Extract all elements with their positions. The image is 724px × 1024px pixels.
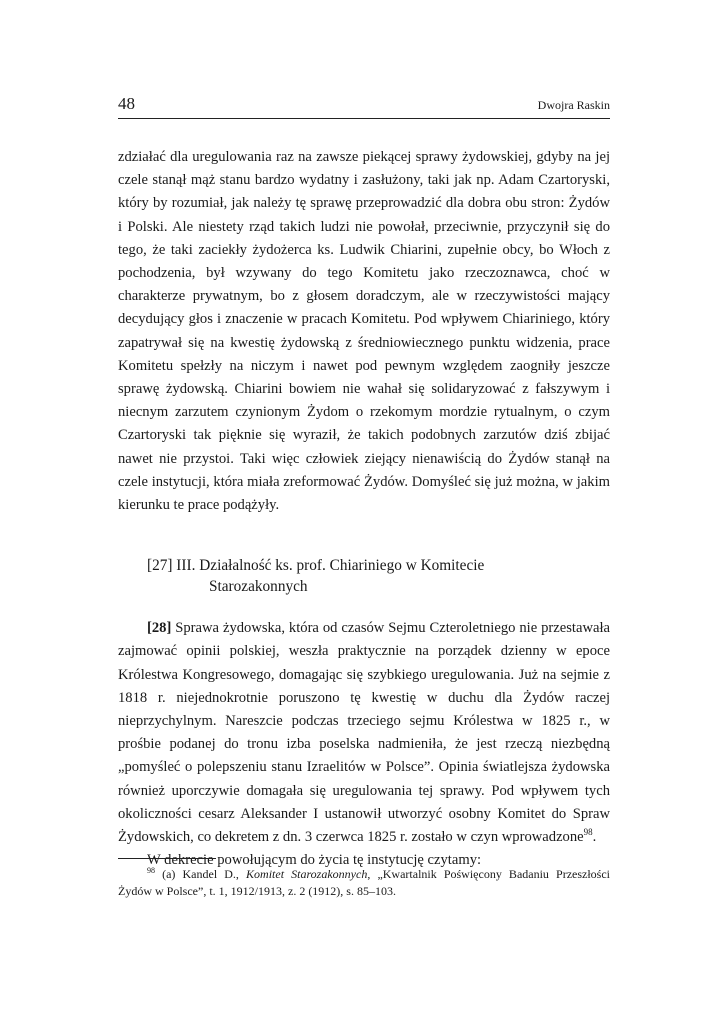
paragraph-28-text: Sprawa żydowska, która od czasów Sejmu Czteroletniego nie przestawała zajmować opinii polskiej, weszła praktycznie na porządek dzienny w epoce Królestwa Kongresowego, domagając się szybkiego uregulowania. Już na sejmie z 1818 r. niejednokrotnie poruszono tę kwestię w duchu dla Żydów raczej nieprzychylnym. Nareszcie podczas trzeciego sejmu Królestwa w 1825 r., w prośbie podanej do tronu izba poselska nadmieniła, że jest rzeczą niezbędną „pomyśleć o polepszeniu stanu Izraelitów w Polsce”. Opinia światlejsza żydowska również uporczywie domagała się uregulowania tej sprawy. Pod wpływem tych okoliczności cesarz Aleksander I ustanowił utworzyć osobny Komitet do Spraw Żydowskich, co dekretem z dn. 3 czerwca 1825 r. zostało w czyn wprowadzone	[118, 620, 610, 846]
footnote-mark: 98	[147, 866, 155, 875]
footnote-title: Komitet Starozakonnych	[246, 867, 368, 881]
footnote-rest: , „Kwartalnik Poświęcony Badaniu Przeszłości Żydów w Polsce”, t. 1, 1912/1913, z. 2 (1912), s. 85–103.	[118, 867, 611, 898]
footnote-reference[interactable]: 98	[583, 827, 593, 838]
footnote-mark-wrap	[118, 866, 155, 883]
paragraph-decree-intro: W dekrecie powołującym do życia tę instytucję czytamy:	[147, 852, 482, 869]
page-header	[118, 94, 610, 119]
section-heading	[147, 555, 610, 597]
footnote-separator	[118, 858, 216, 859]
footnote-98	[118, 866, 610, 900]
page-number: 48	[118, 94, 135, 113]
footnote-prefix: (a) Kandel D.,	[155, 867, 247, 881]
paragraph-continued: zdziałać dla uregulowania raz na zawsze piekącej sprawy żydowskiej, gdyby na jej czele stanął mąż stanu bardzo wydatny i zasłużony, taki jak np. Adam Czartoryski, który by rozumiał, jak należy tę sprawę przeprowadzić dla dobra obu stron: Żydów i Polski. Ale niestety rząd takich ludzi nie powołał, przeciwnie, przyczynił się do tego, że taki zaciekły żydożerca ks. Ludwik Chiarini, zupełnie obcy, bo Włoch z pochodzenia, był wzywany do tego Komitetu jako rzeczoznawca, choć w charakterze prywatnym, bo z głosem doradczym, ale w rzeczywistości mający decydujący głos i znaczenie w pracach Komitetu. Pod wpływem Chiariniego, który zapatrywał się na kwestię żydowską z średniowiecznego punktu widzenia, prace Komitetu spełzły na niczym i nawet pod pewnym względem zaogniły jeszcze sprawę żydowską. Chiarini bowiem nie wahał się solidaryzować z fałszywym i niecnym zarzutem czynionym Żydom o rzekomym mordzie rytualnym, o czym Czartoryski tak pięknie się wyraził, że takich podobnych zarzutów dziś zbijać nawet nie przystoi. Taki więc człowiek ziejący nienawiścią do Żydów stanął na czele instytucji, która miała zreformować Żydów. Domyśleć się już można, w jakim kierunku te prace podążyły.	[118, 149, 610, 514]
paragraph-28-end: .	[592, 829, 597, 846]
main-text	[118, 146, 610, 872]
paragraph-number: [28]	[147, 620, 172, 637]
running-head: Dwojra Raskin	[537, 98, 610, 112]
section-heading-line-1: [27] III. Działalność ks. prof. Chiariniego w Komitecie	[147, 557, 485, 575]
section-heading-line-2: Starozakonnych	[209, 578, 308, 596]
paragraph-28	[118, 617, 610, 849]
